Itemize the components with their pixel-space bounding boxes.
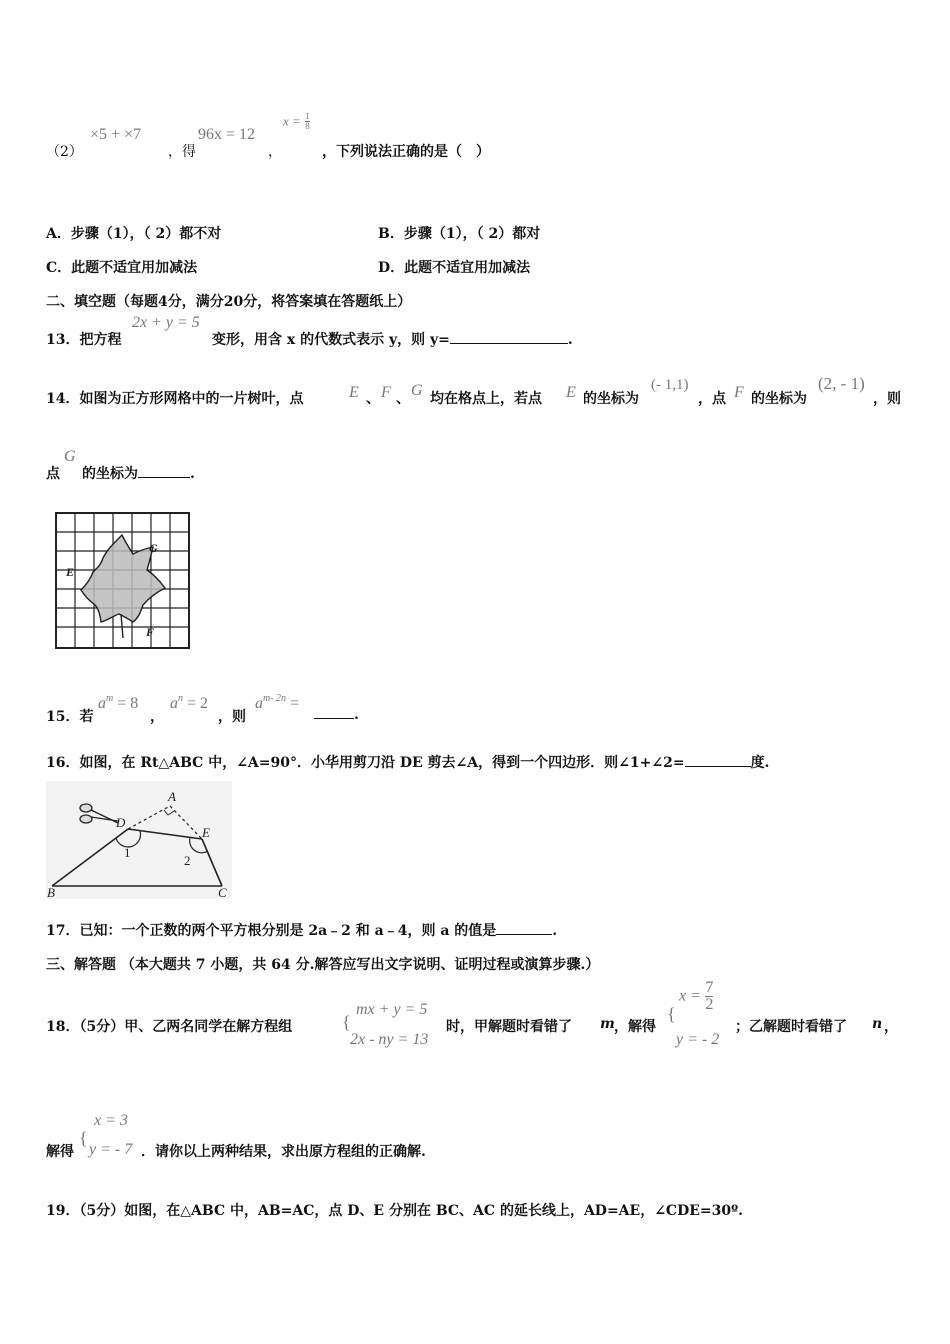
- q13-question-text: 变形，用含 x 的代数式表示 y，则 y=: [212, 332, 450, 348]
- q12-option-a[interactable]: A．步骤（1），（ 2）都不对: [46, 226, 222, 242]
- q15-result: [255, 693, 299, 713]
- q15-an-val: = 2: [183, 695, 209, 712]
- fig-label-g: G: [149, 541, 158, 555]
- q18-sol1-den: 2: [705, 996, 714, 1013]
- fig-label-a: A: [168, 789, 176, 804]
- q12-step-label: （2）: [46, 144, 83, 160]
- q14-text3: ，点: [698, 391, 726, 407]
- q18-text4: ，: [884, 1019, 898, 1035]
- fig-label-2: 2: [184, 853, 191, 868]
- q18-text2: ，解得: [614, 1019, 656, 1035]
- section3-title: 三、解答题 （本大题共 7 小题，共 64 分.解答应写出文字说明、证明过程或演算步骤.）: [46, 957, 600, 973]
- q18-sol1-brace: {: [667, 1004, 676, 1024]
- q15-an-base: a: [170, 695, 178, 712]
- q14-line2-start: 点: [46, 466, 60, 482]
- q18-n: n: [872, 1016, 883, 1032]
- q14-point-g: G: [411, 382, 423, 399]
- q19-text: 19．（5分）如图，在△ABC 中，AB=AC，点 D、E 分别在 BC、AC 的延长线上，AD=AE，∠CDE=30º.: [46, 1203, 743, 1219]
- q17-line: [46, 920, 557, 940]
- q15-num: 15．若: [46, 709, 94, 725]
- q15-an-exp: n: [178, 693, 183, 704]
- q12-x-eq: x =: [283, 113, 301, 129]
- q14-line2: [82, 463, 195, 483]
- q18-text3: ；乙解题时看错了: [735, 1019, 847, 1035]
- q14-text4: 的坐标为: [751, 391, 807, 407]
- q14-text2: 的坐标为: [583, 391, 639, 407]
- q13-num: 13．把方程: [46, 332, 122, 348]
- q15-end: .: [354, 707, 359, 723]
- fig-label-b: B: [47, 885, 55, 899]
- q14-point-f2: F: [734, 384, 744, 401]
- q18-line2-start: 解得: [46, 1144, 74, 1160]
- q12-option-b[interactable]: B．步骤（1），（ 2）都对: [378, 226, 541, 242]
- q18-sol1-x-eq: x =: [679, 987, 701, 1005]
- q18-eq1: mx + y = 5: [356, 1001, 428, 1018]
- q13-equation: 2x + y = 5: [132, 314, 200, 331]
- q14-line2-end: .: [190, 466, 195, 482]
- q17-answer-blank[interactable]: [496, 922, 552, 935]
- q15-answer-blank[interactable]: [314, 706, 354, 719]
- q12-math-multiply: ×5 + ×7: [90, 126, 142, 143]
- q15-blank-line: [314, 706, 359, 723]
- q12-option-c[interactable]: C．此题不适宜用加减法: [46, 260, 198, 276]
- q13-answer-blank[interactable]: [450, 331, 568, 344]
- q14-point-e: E: [349, 384, 359, 401]
- fig-label-c: C: [218, 885, 227, 899]
- q16-end: 度.: [750, 755, 770, 771]
- q16-line: [46, 752, 769, 772]
- q14-point-f: F: [381, 384, 391, 401]
- q18-text1: 时，甲解题时看错了: [446, 1019, 572, 1035]
- q13-text: [212, 329, 573, 349]
- q14-leaf-grid-figure: [53, 510, 193, 652]
- q18-num: 18．（5分）甲、乙两名同学在解方程组: [46, 1019, 293, 1035]
- q14-sep1: 、: [366, 391, 380, 407]
- q14-coord-f: (2, - 1): [818, 374, 865, 393]
- q15-am-val: = 8: [113, 695, 139, 712]
- q12-comma-get: ，得: [168, 144, 196, 160]
- q14-point-e2: E: [566, 384, 576, 401]
- q18-sol1-num: 7: [705, 979, 714, 996]
- q15-res-exp: m- 2n: [263, 693, 287, 704]
- section2-title: 二、填空题（每题4分，满分20分，将答案填在答题纸上）: [46, 294, 412, 310]
- fig-label-f: F: [146, 625, 155, 639]
- fig-label-d: D: [116, 815, 126, 830]
- q16-text: 16．如图，在 Rt△ABC 中，∠A=90°．小华用剪刀沿 DE 剪去∠A，得到一个四边形．则∠1+∠2=: [46, 755, 685, 771]
- q18-eq2: 2x - ny = 13: [350, 1031, 429, 1048]
- q13-line: [46, 329, 121, 349]
- q14-text1: 均在格点上，若点: [430, 391, 542, 407]
- q18-system-brace: {: [342, 1012, 351, 1032]
- q12-question-tail: ，下列说法正确的是（ ）: [322, 144, 490, 160]
- q18-sol2-brace: {: [79, 1128, 88, 1148]
- q17-text: 17．已知：一个正数的两个平方根分别是 2a﹣2 和 a﹣4，则 a 的值是: [46, 923, 497, 939]
- q12-option-d[interactable]: D．此题不适宜用加减法: [378, 260, 531, 276]
- q18-sol1-y: y = - 2: [676, 1031, 720, 1048]
- leaf-stem: [121, 614, 123, 638]
- q16-answer-blank[interactable]: [685, 754, 751, 767]
- fig-label-1: 1: [124, 845, 131, 860]
- q13-end: .: [567, 332, 573, 348]
- q18-sol2-y: y = - 7: [89, 1141, 133, 1158]
- q15-am: [98, 693, 138, 713]
- q12-step2-line: [46, 141, 83, 161]
- q16-triangle-figure: [46, 781, 232, 899]
- q18-m: m: [600, 1016, 615, 1032]
- q15-res-eq: =: [286, 695, 300, 712]
- q14-coord-e: (- 1,1): [651, 377, 689, 393]
- q15-comma: ，: [150, 709, 164, 725]
- q18-line2-text: ．请你以上两种结果，求出原方程组的正确解.: [141, 1144, 426, 1160]
- q17-end: .: [552, 923, 558, 939]
- q15-am-base: a: [98, 695, 106, 712]
- fig-label-e: E: [66, 565, 75, 579]
- q12-comma: ，: [268, 144, 282, 160]
- q12-frac-num: 1: [305, 111, 310, 121]
- q14-sep2: 、: [396, 391, 410, 407]
- q14-answer-blank[interactable]: [138, 465, 190, 478]
- q15-am-exp: m: [106, 693, 114, 704]
- q12-frac-den: 8: [305, 121, 310, 131]
- q18-sol2-x: x = 3: [94, 1112, 128, 1129]
- fig-label-e: E: [202, 825, 210, 840]
- q14-num: 14．如图为正方形网格中的一片树叶，点: [46, 391, 304, 407]
- q14-point-g2: G: [64, 448, 76, 465]
- q14-line2-text: 的坐标为: [82, 466, 138, 482]
- q12-math-x-fraction: [283, 112, 310, 131]
- q18-sol1-x: [679, 980, 713, 1013]
- q15-res-base: a: [255, 695, 263, 712]
- q12-math-96x: 96x = 12: [198, 126, 256, 143]
- q15-an: [170, 693, 208, 713]
- q14-text5: ，则: [873, 391, 901, 407]
- q15-then: ，则: [218, 709, 246, 725]
